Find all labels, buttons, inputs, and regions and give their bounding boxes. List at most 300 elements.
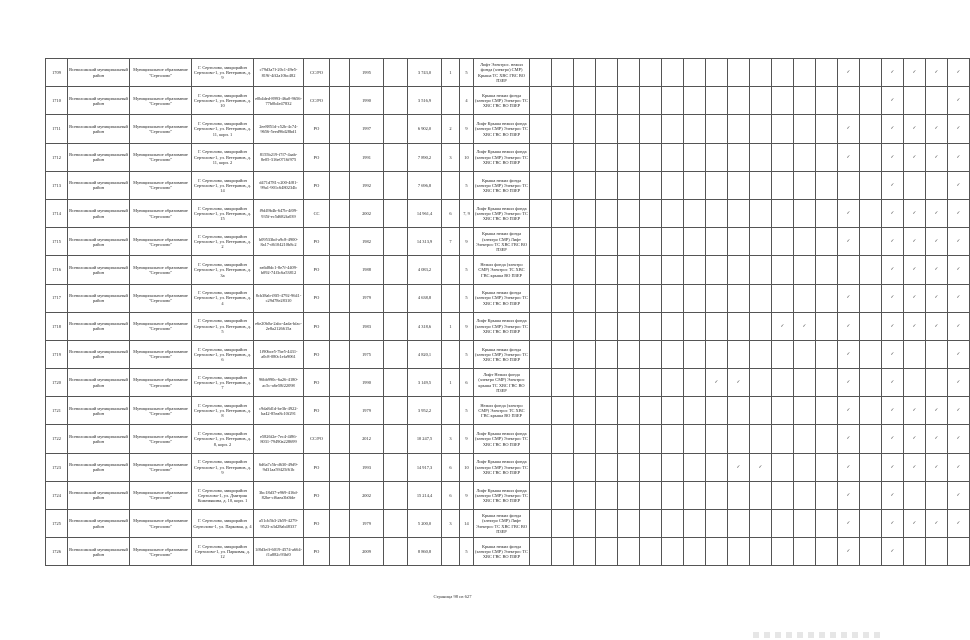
house-guid-cell: 8cb38ab-f8f5-4792-9641-c29d78e28310 bbox=[254, 284, 304, 312]
work-type-check-cell bbox=[904, 369, 926, 397]
work-type-check-cell bbox=[640, 538, 662, 566]
row-number-cell: 1726 bbox=[46, 538, 68, 566]
checkmark-icon: ✓ bbox=[934, 267, 939, 273]
work-type-check-cell bbox=[640, 256, 662, 284]
spacer-cell bbox=[330, 256, 350, 284]
house-guid-cell: d471d781-c200-4f81-99a1-901c6480234b bbox=[254, 171, 304, 199]
work-type-check-cell bbox=[882, 171, 904, 199]
year-built-cell: 1983 bbox=[350, 312, 384, 340]
work-type-check-cell bbox=[948, 171, 970, 199]
checkmark-icon: ✓ bbox=[846, 380, 851, 386]
house-guid-cell: 8155b219-f7f7-4aab-8e05-316e0716f975 bbox=[254, 143, 304, 171]
work-type-check-cell bbox=[904, 59, 926, 87]
work-type-check-cell bbox=[618, 171, 640, 199]
work-type-check-cell bbox=[728, 171, 750, 199]
work-type-check-cell bbox=[926, 87, 948, 115]
floors-cell: 5 bbox=[460, 171, 474, 199]
work-type-check-cell bbox=[882, 397, 904, 425]
checkmark-icon: ✓ bbox=[912, 154, 917, 160]
wall-material-cell: СС bbox=[304, 199, 330, 227]
wall-material-cell: РО bbox=[304, 510, 330, 538]
work-type-check-cell bbox=[838, 425, 860, 453]
spacer-cell bbox=[384, 284, 408, 312]
work-type-check-cell bbox=[552, 538, 574, 566]
work-type-check-cell bbox=[552, 143, 574, 171]
wall-material-cell: РО bbox=[304, 312, 330, 340]
total-area-cell: 4 083,2 bbox=[408, 256, 442, 284]
work-type-check-cell bbox=[530, 397, 552, 425]
work-type-check-cell bbox=[596, 171, 618, 199]
table-row bbox=[46, 59, 970, 87]
total-area-cell: 15 214,4 bbox=[408, 481, 442, 509]
checkmark-icon: ✓ bbox=[934, 154, 939, 160]
work-type-check-cell bbox=[838, 143, 860, 171]
work-type-check-cell bbox=[640, 340, 662, 368]
work-type-check-cell bbox=[816, 397, 838, 425]
total-area-cell: 4 820,1 bbox=[408, 340, 442, 368]
checkmark-icon: ✓ bbox=[934, 126, 939, 132]
work-type-check-cell bbox=[662, 256, 684, 284]
checkmark-icon: ✓ bbox=[956, 436, 961, 442]
work-type-check-cell bbox=[662, 453, 684, 481]
work-type-check-cell bbox=[926, 199, 948, 227]
row-number-cell: 1716 bbox=[46, 256, 68, 284]
work-type-check-cell bbox=[904, 87, 926, 115]
spacer-cell bbox=[384, 256, 408, 284]
work-type-check-cell bbox=[860, 510, 882, 538]
work-type-check-cell bbox=[662, 171, 684, 199]
work-type-check-cell bbox=[838, 59, 860, 87]
work-type-check-cell bbox=[640, 481, 662, 509]
work-type-check-cell bbox=[574, 481, 596, 509]
work-type-check-cell bbox=[574, 199, 596, 227]
checkmark-icon: ✓ bbox=[846, 549, 851, 555]
checkmark-icon: ✓ bbox=[846, 239, 851, 245]
checkmark-icon: ✓ bbox=[890, 98, 895, 104]
spacer-cell bbox=[330, 284, 350, 312]
address-cell: Г. Сертолово, микрорайон Сертоловo-1, ул. Ветеранов, д. 5 bbox=[192, 312, 254, 340]
row-number-cell: 1713 bbox=[46, 171, 68, 199]
work-type-check-cell bbox=[816, 87, 838, 115]
work-type-check-cell bbox=[596, 228, 618, 256]
work-type-check-cell bbox=[530, 228, 552, 256]
work-type-check-cell bbox=[530, 340, 552, 368]
work-type-check-cell bbox=[530, 199, 552, 227]
floors-cell: 9 bbox=[460, 228, 474, 256]
checkmark-icon: ✓ bbox=[802, 323, 807, 329]
floors-cell: 5 bbox=[460, 340, 474, 368]
work-type-check-cell bbox=[574, 397, 596, 425]
work-type-check-cell bbox=[596, 143, 618, 171]
checkmark-icon: ✓ bbox=[890, 182, 895, 188]
work-type-check-cell bbox=[684, 171, 706, 199]
work-type-check-cell bbox=[904, 538, 926, 566]
work-type-check-cell bbox=[640, 87, 662, 115]
work-type-check-cell bbox=[860, 171, 882, 199]
floors-cell: 9 bbox=[460, 115, 474, 143]
checkmark-icon: ✓ bbox=[956, 69, 961, 75]
municipality-cell: Муниципальное образование "Сертолово" bbox=[130, 171, 192, 199]
address-cell: Г. Сертолово, микрорайон Сертоловo-1, ул. Ветеранов, д. 14 bbox=[192, 171, 254, 199]
district-cell: Всеволожский муниципальный район bbox=[68, 538, 130, 566]
work-type-check-cell bbox=[948, 199, 970, 227]
work-type-check-cell bbox=[750, 453, 772, 481]
entrances-cell: 1 bbox=[442, 59, 460, 87]
work-type-check-cell bbox=[596, 59, 618, 87]
checkmark-icon: ✓ bbox=[912, 464, 917, 470]
checkmark-icon: ✓ bbox=[912, 210, 917, 216]
work-type-check-cell bbox=[772, 115, 794, 143]
work-type-check-cell bbox=[662, 510, 684, 538]
work-type-check-cell bbox=[596, 115, 618, 143]
work-type-check-cell bbox=[948, 115, 970, 143]
spacer-cell bbox=[384, 425, 408, 453]
work-type-check-cell bbox=[882, 369, 904, 397]
work-type-check-cell bbox=[860, 115, 882, 143]
work-type-check-cell bbox=[552, 397, 574, 425]
district-cell: Всеволожский муниципальный район bbox=[68, 143, 130, 171]
work-type-check-cell bbox=[530, 115, 552, 143]
work-type-check-cell bbox=[596, 284, 618, 312]
work-type-check-cell bbox=[684, 453, 706, 481]
work-type-check-cell bbox=[750, 143, 772, 171]
planned-works-cell: Крыша нежил фонда (электро СМР) Электрос ТС ХВС ГВС ВО ПЗЕР bbox=[474, 284, 530, 312]
work-type-check-cell bbox=[750, 228, 772, 256]
house-guid-cell: 1f90bce5-7be5-4431-a0c8-080c1efa9061 bbox=[254, 340, 304, 368]
work-type-check-cell bbox=[838, 284, 860, 312]
work-type-check-cell bbox=[596, 425, 618, 453]
entrances-cell: 3 bbox=[442, 510, 460, 538]
work-type-check-cell bbox=[772, 59, 794, 87]
checkmark-icon: ✓ bbox=[890, 436, 895, 442]
work-type-check-cell bbox=[728, 87, 750, 115]
address-cell: Г. Сертолово, микрорайон Сертоловo-1, ул. Ветеранов, д. 9 bbox=[192, 453, 254, 481]
checkmark-icon: ✓ bbox=[956, 520, 961, 526]
work-type-check-cell bbox=[882, 453, 904, 481]
spacer-cell bbox=[330, 87, 350, 115]
district-cell: Всеволожский муниципальный район bbox=[68, 228, 130, 256]
work-type-check-cell bbox=[640, 228, 662, 256]
work-type-check-cell bbox=[948, 59, 970, 87]
address-cell: Г. Сертолово, микрорайон Сертоловo-1, ул. Ветеранов, д. 9 bbox=[192, 59, 254, 87]
work-type-check-cell bbox=[926, 538, 948, 566]
work-type-check-cell bbox=[904, 171, 926, 199]
spacer-cell bbox=[330, 453, 350, 481]
work-type-check-cell bbox=[750, 481, 772, 509]
checkmark-icon: ✓ bbox=[934, 295, 939, 301]
checkmark-icon: ✓ bbox=[890, 239, 895, 245]
wall-material-cell: РО bbox=[304, 143, 330, 171]
wall-material-cell: РО bbox=[304, 228, 330, 256]
spacer-cell bbox=[384, 340, 408, 368]
work-type-check-cell bbox=[948, 397, 970, 425]
work-type-check-cell bbox=[596, 87, 618, 115]
work-type-check-cell bbox=[574, 312, 596, 340]
work-type-check-cell bbox=[596, 256, 618, 284]
work-type-check-cell bbox=[904, 340, 926, 368]
work-type-check-cell bbox=[948, 312, 970, 340]
planned-works-cell: Нежил фонда (электро СМР) Электрос ТС ХВС ГВС крыша ВО ПЗЕР bbox=[474, 256, 530, 284]
checkmark-icon: ✓ bbox=[890, 69, 895, 75]
checkmark-icon: ✓ bbox=[956, 267, 961, 273]
work-type-check-cell bbox=[948, 256, 970, 284]
work-type-check-cell bbox=[574, 510, 596, 538]
work-type-check-cell bbox=[728, 115, 750, 143]
address-cell: Г. Сертолово, микрорайон Сертоловo-1, ул. Ветеранов, д. 11, корп. 2 bbox=[192, 143, 254, 171]
work-type-check-cell bbox=[860, 87, 882, 115]
work-type-check-cell bbox=[882, 143, 904, 171]
entrances-cell: 3 bbox=[442, 425, 460, 453]
work-type-check-cell bbox=[904, 199, 926, 227]
address-cell: Г. Сертолово, микрорайон Сертоловo-1, ул. Ветеранов, д. 6 bbox=[192, 340, 254, 368]
total-area-cell: 8 860,8 bbox=[408, 538, 442, 566]
work-type-check-cell bbox=[750, 115, 772, 143]
total-area-cell: 3 952,2 bbox=[408, 397, 442, 425]
row-number-cell: 1712 bbox=[46, 143, 68, 171]
spacer-cell bbox=[384, 199, 408, 227]
municipality-cell: Муниципальное образование "Сертолово" bbox=[130, 312, 192, 340]
row-number-cell: 1719 bbox=[46, 340, 68, 368]
checkmark-icon: ✓ bbox=[714, 380, 719, 386]
work-type-check-cell bbox=[838, 481, 860, 509]
work-type-check-cell bbox=[574, 87, 596, 115]
work-type-check-cell bbox=[838, 199, 860, 227]
address-cell: Г. Сертолово, микрорайон Сертоловo-1, ул. Парковая, д. 4 bbox=[192, 510, 254, 538]
checkmark-icon: ✓ bbox=[956, 154, 961, 160]
house-guid-cell: e6e20b0a-2abc-4ada-bfac-2e8a2126615a bbox=[254, 312, 304, 340]
work-type-check-cell bbox=[750, 256, 772, 284]
total-area-cell: 7 696,8 bbox=[408, 171, 442, 199]
work-type-check-cell bbox=[926, 228, 948, 256]
spacer-cell bbox=[330, 510, 350, 538]
checkmark-icon: ✓ bbox=[956, 380, 961, 386]
table-row bbox=[46, 87, 970, 115]
wall-material-cell: СС/РО bbox=[304, 59, 330, 87]
work-type-check-cell bbox=[662, 143, 684, 171]
wall-material-cell: СС/РО bbox=[304, 425, 330, 453]
planned-works-cell: Крыша нежил фонда (электро СМР) Лифт Электрос ТС ХВС ГВС ВО ПЗЕР bbox=[474, 510, 530, 538]
entrances-cell bbox=[442, 397, 460, 425]
work-type-check-cell bbox=[552, 284, 574, 312]
work-type-check-cell bbox=[948, 481, 970, 509]
planned-works-cell: Лифт Крыша нежил фонда (электро СМР) Электрос ТС ХВС ГВС ВО ПЗЕР bbox=[474, 481, 530, 509]
checkmark-icon: ✓ bbox=[912, 69, 917, 75]
year-built-cell: 1997 bbox=[350, 115, 384, 143]
work-type-check-cell bbox=[948, 453, 970, 481]
entrances-cell: 1 bbox=[442, 369, 460, 397]
row-number-cell: 1720 bbox=[46, 369, 68, 397]
planned-works-cell: Крыша нежил фонда (электро СМР) Электрос ТС ХВС ГВС ВО ПЗЕР bbox=[474, 87, 530, 115]
housing-register-table bbox=[45, 58, 970, 566]
work-type-check-cell bbox=[926, 284, 948, 312]
house-guid-cell: e0b4ded-8993-46a0-9656-77b0b4e47832 bbox=[254, 87, 304, 115]
work-type-check-cell bbox=[618, 228, 640, 256]
spacer-cell bbox=[330, 312, 350, 340]
work-type-check-cell bbox=[552, 425, 574, 453]
floors-cell: 5 bbox=[460, 397, 474, 425]
work-type-check-cell bbox=[860, 284, 882, 312]
municipality-cell: Муниципальное образование "Сертолово" bbox=[130, 256, 192, 284]
work-type-check-cell bbox=[530, 481, 552, 509]
work-type-check-cell bbox=[772, 312, 794, 340]
work-type-check-cell bbox=[706, 453, 728, 481]
table-row bbox=[46, 199, 970, 227]
municipality-cell: Муниципальное образование "Сертолово" bbox=[130, 425, 192, 453]
work-type-check-cell bbox=[948, 340, 970, 368]
entrances-cell bbox=[442, 87, 460, 115]
work-type-check-cell bbox=[728, 284, 750, 312]
checkmark-icon: ✓ bbox=[956, 492, 961, 498]
work-type-check-cell bbox=[530, 171, 552, 199]
district-cell: Всеволожский муниципальный район bbox=[68, 115, 130, 143]
table-row bbox=[46, 369, 970, 397]
municipality-cell: Муниципальное образование "Сертолово" bbox=[130, 453, 192, 481]
work-type-check-cell bbox=[772, 425, 794, 453]
work-type-check-cell bbox=[728, 199, 750, 227]
district-cell: Всеволожский муниципальный район bbox=[68, 59, 130, 87]
row-number-cell: 1715 bbox=[46, 228, 68, 256]
entrances-cell bbox=[442, 171, 460, 199]
work-type-check-cell bbox=[772, 340, 794, 368]
work-type-check-cell bbox=[882, 284, 904, 312]
floors-cell: 9 bbox=[460, 481, 474, 509]
checkmark-icon: ✓ bbox=[956, 323, 961, 329]
planned-works-cell: Лифт Крыша нежил фонда (электро СМР) Электрос ТС ХВС ГВС ВО ПЗЕР bbox=[474, 143, 530, 171]
address-cell: Г. Сертолово, микрорайон Сертоловo-1, ул. Ветеранов, д. 15 bbox=[192, 199, 254, 227]
floors-cell: 7, 9 bbox=[460, 199, 474, 227]
spacer-cell bbox=[384, 510, 408, 538]
work-type-check-cell bbox=[530, 87, 552, 115]
work-type-check-cell bbox=[574, 284, 596, 312]
spacer-cell bbox=[330, 143, 350, 171]
work-type-check-cell bbox=[750, 510, 772, 538]
work-type-check-cell bbox=[816, 115, 838, 143]
spacer-cell bbox=[330, 199, 350, 227]
floors-cell: 10 bbox=[460, 143, 474, 171]
work-type-check-cell bbox=[684, 284, 706, 312]
checkmark-icon: ✓ bbox=[846, 520, 851, 526]
work-type-check-cell bbox=[684, 510, 706, 538]
row-number-cell: 1710 bbox=[46, 87, 68, 115]
checkmark-icon: ✓ bbox=[846, 408, 851, 414]
checkmark-icon: ✓ bbox=[890, 210, 895, 216]
work-type-check-cell bbox=[750, 199, 772, 227]
work-type-check-cell bbox=[574, 171, 596, 199]
checkmark-icon: ✓ bbox=[846, 351, 851, 357]
work-type-check-cell bbox=[926, 453, 948, 481]
row-number-cell: 1714 bbox=[46, 199, 68, 227]
work-type-check-cell bbox=[794, 425, 816, 453]
work-type-check-cell bbox=[772, 228, 794, 256]
work-type-check-cell bbox=[574, 256, 596, 284]
year-built-cell: 1982 bbox=[350, 228, 384, 256]
work-type-check-cell bbox=[684, 425, 706, 453]
work-type-check-cell bbox=[860, 340, 882, 368]
work-type-check-cell bbox=[794, 256, 816, 284]
address-cell: Г. Сертолово, микрорайон Сертоловo-1, ул. Ветеранов, д. 7 bbox=[192, 369, 254, 397]
work-type-check-cell bbox=[772, 87, 794, 115]
entrances-cell: 1 bbox=[442, 312, 460, 340]
work-type-check-cell bbox=[948, 143, 970, 171]
checkmark-icon: ✓ bbox=[846, 126, 851, 132]
work-type-check-cell bbox=[640, 397, 662, 425]
work-type-check-cell bbox=[530, 284, 552, 312]
work-type-check-cell bbox=[772, 397, 794, 425]
spacer-cell bbox=[330, 59, 350, 87]
spacer-cell bbox=[330, 425, 350, 453]
work-type-check-cell bbox=[574, 340, 596, 368]
work-type-check-cell bbox=[926, 369, 948, 397]
work-type-check-cell bbox=[684, 115, 706, 143]
table-row bbox=[46, 115, 970, 143]
total-area-cell: 10 247,5 bbox=[408, 425, 442, 453]
row-number-cell: 1725 bbox=[46, 510, 68, 538]
work-type-check-cell bbox=[882, 312, 904, 340]
checkmark-icon: ✓ bbox=[912, 408, 917, 414]
municipality-cell: Муниципальное образование "Сертолово" bbox=[130, 143, 192, 171]
municipality-cell: Муниципальное образование "Сертолово" bbox=[130, 199, 192, 227]
entrances-cell: 2 bbox=[442, 115, 460, 143]
work-type-check-cell bbox=[706, 397, 728, 425]
work-type-check-cell bbox=[618, 425, 640, 453]
work-type-check-cell bbox=[772, 369, 794, 397]
house-guid-cell: b09533bd-a9c8-4900-8a17-d6104210b8c2 bbox=[254, 228, 304, 256]
checkmark-icon: ✓ bbox=[846, 464, 851, 470]
spacer-cell bbox=[384, 115, 408, 143]
checkmark-icon: ✓ bbox=[890, 295, 895, 301]
work-type-check-cell bbox=[574, 59, 596, 87]
work-type-check-cell bbox=[684, 397, 706, 425]
district-cell: Всеволожский муниципальный район bbox=[68, 340, 130, 368]
municipality-cell: Муниципальное образование "Сертолово" bbox=[130, 87, 192, 115]
work-type-check-cell bbox=[596, 510, 618, 538]
work-type-check-cell bbox=[640, 171, 662, 199]
work-type-check-cell bbox=[860, 453, 882, 481]
work-type-check-cell bbox=[530, 453, 552, 481]
total-area-cell: 14 313,9 bbox=[408, 228, 442, 256]
year-built-cell: 1979 bbox=[350, 510, 384, 538]
work-type-check-cell bbox=[750, 369, 772, 397]
work-type-check-cell bbox=[662, 312, 684, 340]
total-area-cell: 3 743,0 bbox=[408, 59, 442, 87]
work-type-check-cell bbox=[926, 143, 948, 171]
work-type-check-cell bbox=[662, 538, 684, 566]
row-number-cell: 1717 bbox=[46, 284, 68, 312]
work-type-check-cell bbox=[838, 397, 860, 425]
work-type-check-cell bbox=[904, 510, 926, 538]
address-cell: Г. Сертолово, микрорайон Сертоловo-1, ул. Парковая, д. 12 bbox=[192, 538, 254, 566]
work-type-check-cell bbox=[618, 199, 640, 227]
work-type-check-cell bbox=[684, 199, 706, 227]
work-type-check-cell bbox=[772, 284, 794, 312]
work-type-check-cell bbox=[618, 59, 640, 87]
checkmark-icon: ✓ bbox=[890, 154, 895, 160]
spacer-cell bbox=[330, 397, 350, 425]
work-type-check-cell bbox=[618, 510, 640, 538]
municipality-cell: Муниципальное образование "Сертолово" bbox=[130, 284, 192, 312]
work-type-check-cell bbox=[882, 538, 904, 566]
work-type-check-cell bbox=[728, 256, 750, 284]
work-type-check-cell bbox=[662, 228, 684, 256]
work-type-check-cell bbox=[640, 453, 662, 481]
checkmark-icon: ✓ bbox=[736, 380, 741, 386]
total-area-cell: 14 961,4 bbox=[408, 199, 442, 227]
checkmark-icon: ✓ bbox=[846, 492, 851, 498]
work-type-check-cell bbox=[816, 256, 838, 284]
spacer-cell bbox=[384, 538, 408, 566]
work-type-check-cell bbox=[926, 171, 948, 199]
year-built-cell: 1991 bbox=[350, 143, 384, 171]
